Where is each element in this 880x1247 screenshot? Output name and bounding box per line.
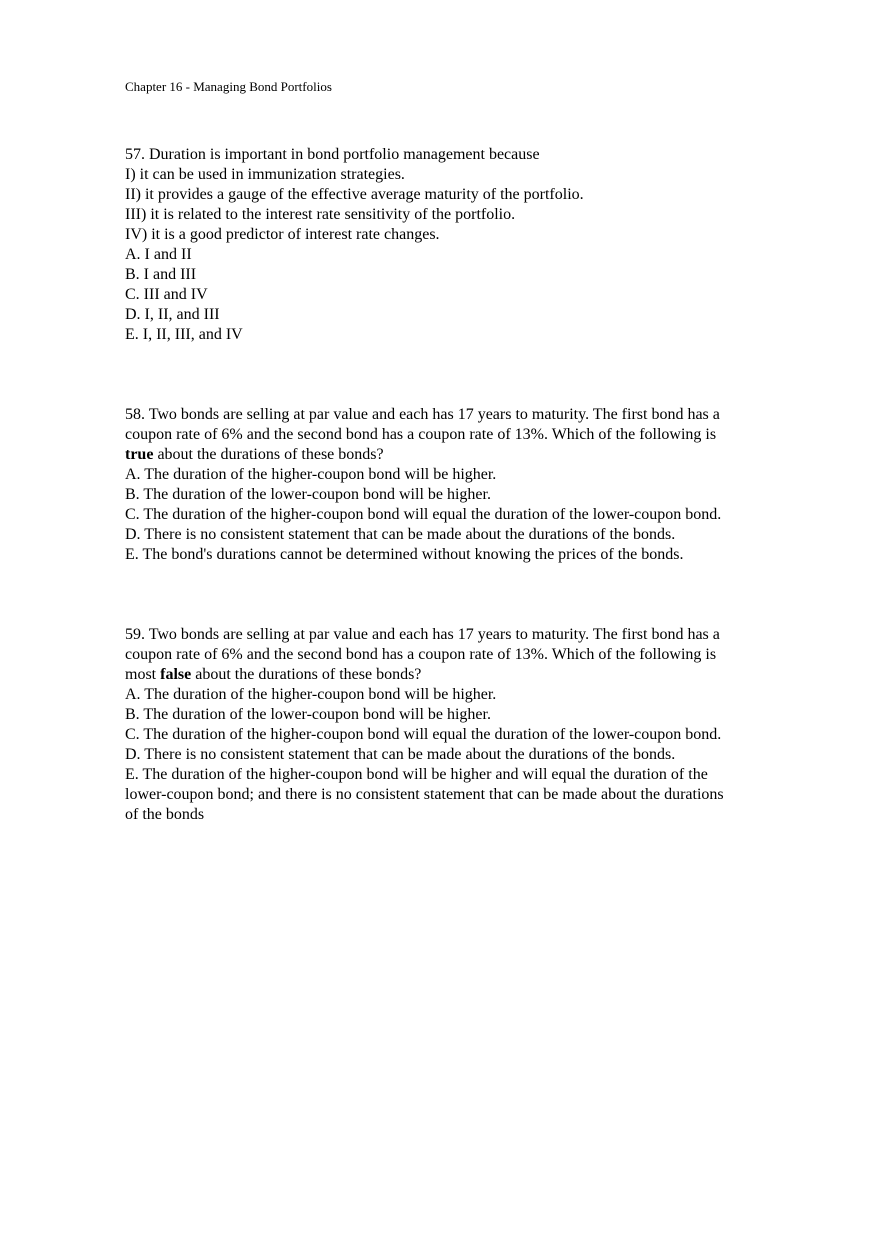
question-59-option-e-line-3: of the bonds xyxy=(125,806,205,823)
question-59-option-e-line-2: lower-coupon bond; and there is no consistent statement that can be made about the durations xyxy=(125,786,724,803)
question-59-stem-line-2: coupon rate of 6% and the second bond has a coupon rate of 13%. Which of the following is xyxy=(125,646,717,663)
question-58 xyxy=(125,405,785,565)
question-58-stem-line-1: 58. Two bonds are selling at par value and each has 17 years to maturity. The first bond has a xyxy=(125,406,720,423)
question-58-option-b: B. The duration of the lower-coupon bond will be higher. xyxy=(125,486,491,503)
question-57-statement-4: IV) it is a good predictor of interest rate changes. xyxy=(125,226,440,243)
question-59-option-c: C. The duration of the higher-coupon bond will equal the duration of the lower-coupon bond. xyxy=(125,726,722,743)
page-header: Chapter 16 - Managing Bond Portfolios xyxy=(125,79,332,94)
question-58-option-c: C. The duration of the higher-coupon bond will equal the duration of the lower-coupon bond. xyxy=(125,506,722,523)
question-59-stem-line-3 xyxy=(125,665,785,685)
question-57-option-c: C. III and IV xyxy=(125,286,208,303)
question-59-option-a: A. The duration of the higher-coupon bond will be higher. xyxy=(125,686,497,703)
question-59-option-b: B. The duration of the lower-coupon bond will be higher. xyxy=(125,706,491,723)
question-58-option-d: D. There is no consistent statement that can be made about the durations of the bonds. xyxy=(125,526,676,543)
question-58-stem-line-2: coupon rate of 6% and the second bond has a coupon rate of 13%. Which of the following is xyxy=(125,426,717,443)
question-57-option-b: B. I and III xyxy=(125,266,197,283)
question-57-option-a: A. I and II xyxy=(125,246,192,263)
question-57-statement-3: III) it is related to the interest rate sensitivity of the portfolio. xyxy=(125,206,516,223)
question-58-stem-line-3 xyxy=(125,445,785,465)
question-59-stem-prefix: most xyxy=(125,666,161,683)
question-58-option-a: A. The duration of the higher-coupon bond will be higher. xyxy=(125,466,497,483)
question-59-option-e-line-1: E. The duration of the higher-coupon bond will be higher and will equal the duration of the xyxy=(125,766,708,783)
question-59 xyxy=(125,625,785,825)
question-59-emphasis: false xyxy=(160,666,192,683)
question-58-stem-line-3-rest: about the durations of these bonds? xyxy=(153,446,384,463)
question-57-statement-1: I) it can be used in immunization strategies. xyxy=(125,166,405,183)
question-57-option-d: D. I, II, and III xyxy=(125,306,220,323)
question-57-statement-2: II) it provides a gauge of the effective average maturity of the portfolio. xyxy=(125,186,584,203)
question-57-stem: 57. Duration is important in bond portfolio management because xyxy=(125,146,540,163)
question-59-stem-line-3-rest: about the durations of these bonds? xyxy=(191,666,422,683)
question-57 xyxy=(125,145,785,345)
question-58-option-e: E. The bond's durations cannot be determined without knowing the prices of the bonds. xyxy=(125,546,684,563)
question-57-option-e: E. I, II, III, and IV xyxy=(125,326,243,343)
question-59-stem-line-1: 59. Two bonds are selling at par value and each has 17 years to maturity. The first bond has a xyxy=(125,626,720,643)
question-58-emphasis: true xyxy=(125,446,154,463)
question-59-option-d: D. There is no consistent statement that can be made about the durations of the bonds. xyxy=(125,746,676,763)
